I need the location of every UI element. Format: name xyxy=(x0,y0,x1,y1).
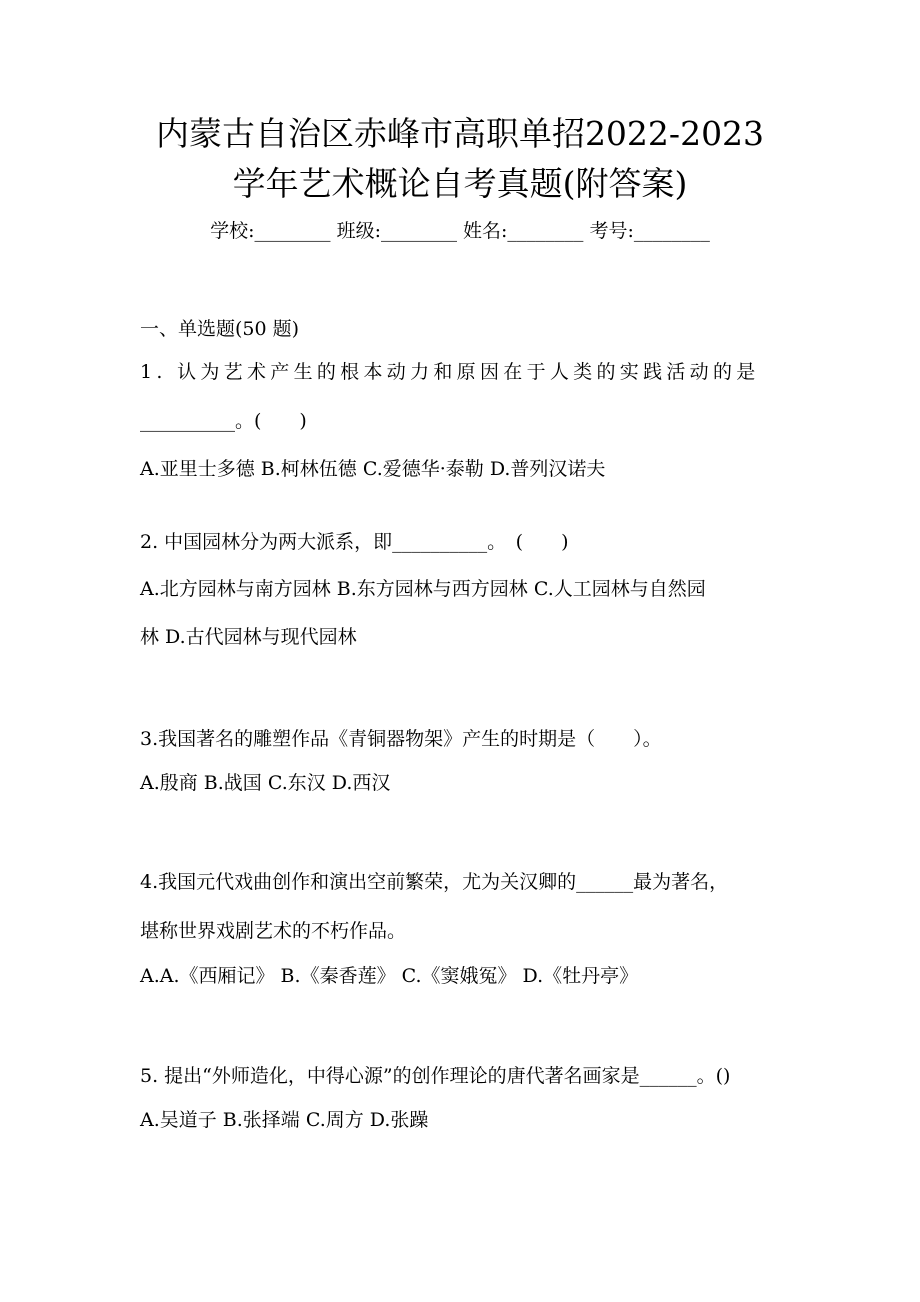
question-1-options: A.亚里士多德 B.柯林伍德 C.爱德华·泰勒 D.普列汉诺夫 xyxy=(140,458,606,480)
question-3-text: 3.我国著名的雕塑作品《青铜器物架》产生的时期是（ ）。 xyxy=(140,728,662,750)
section-heading: 一、单选题(50 题) xyxy=(140,318,300,340)
question-5-options: A.吴道子 B.张择端 C.周方 D.张躁 xyxy=(140,1109,429,1131)
question-1-text: 1. 认为艺术产生的根本动力和原因在于人类的实践活动的是 xyxy=(140,361,760,383)
student-info-line: 学校:________ 班级:________ 姓名:________ 考号:________ xyxy=(210,220,710,242)
question-2-text: 2. 中国园林分为两大派系，即__________。 ( ) xyxy=(140,531,569,553)
question-4-text-cont: 堪称世界戏剧艺术的不朽作品。 xyxy=(140,920,407,942)
question-2-options: A.北方园林与南方园林 B.东方园林与西方园林 C.人工园林与自然园 xyxy=(140,578,706,600)
title-line-1: 内蒙古自治区赤峰市高职单招2022-2023 xyxy=(155,114,765,153)
question-4-options: A.A.《西厢记》 B.《秦香莲》 C.《窦娥冤》 D.《牡丹亭》 xyxy=(140,965,639,987)
question-4-text: 4.我国元代戏曲创作和演出空前繁荣，尤为关汉卿的______最为著名， xyxy=(140,871,729,893)
title-line-2: 学年艺术概论自考真题(附答案) xyxy=(232,164,688,203)
question-2-options-cont: 林 D.古代园林与现代园林 xyxy=(140,626,357,648)
question-5-text: 5. 提出“外师造化，中得心源”的创作理论的唐代著名画家是______。() xyxy=(140,1065,731,1087)
question-3-options: A.殷商 B.战国 C.东汉 D.西汉 xyxy=(140,772,391,794)
question-1-text-cont: __________。( ) xyxy=(140,410,307,432)
